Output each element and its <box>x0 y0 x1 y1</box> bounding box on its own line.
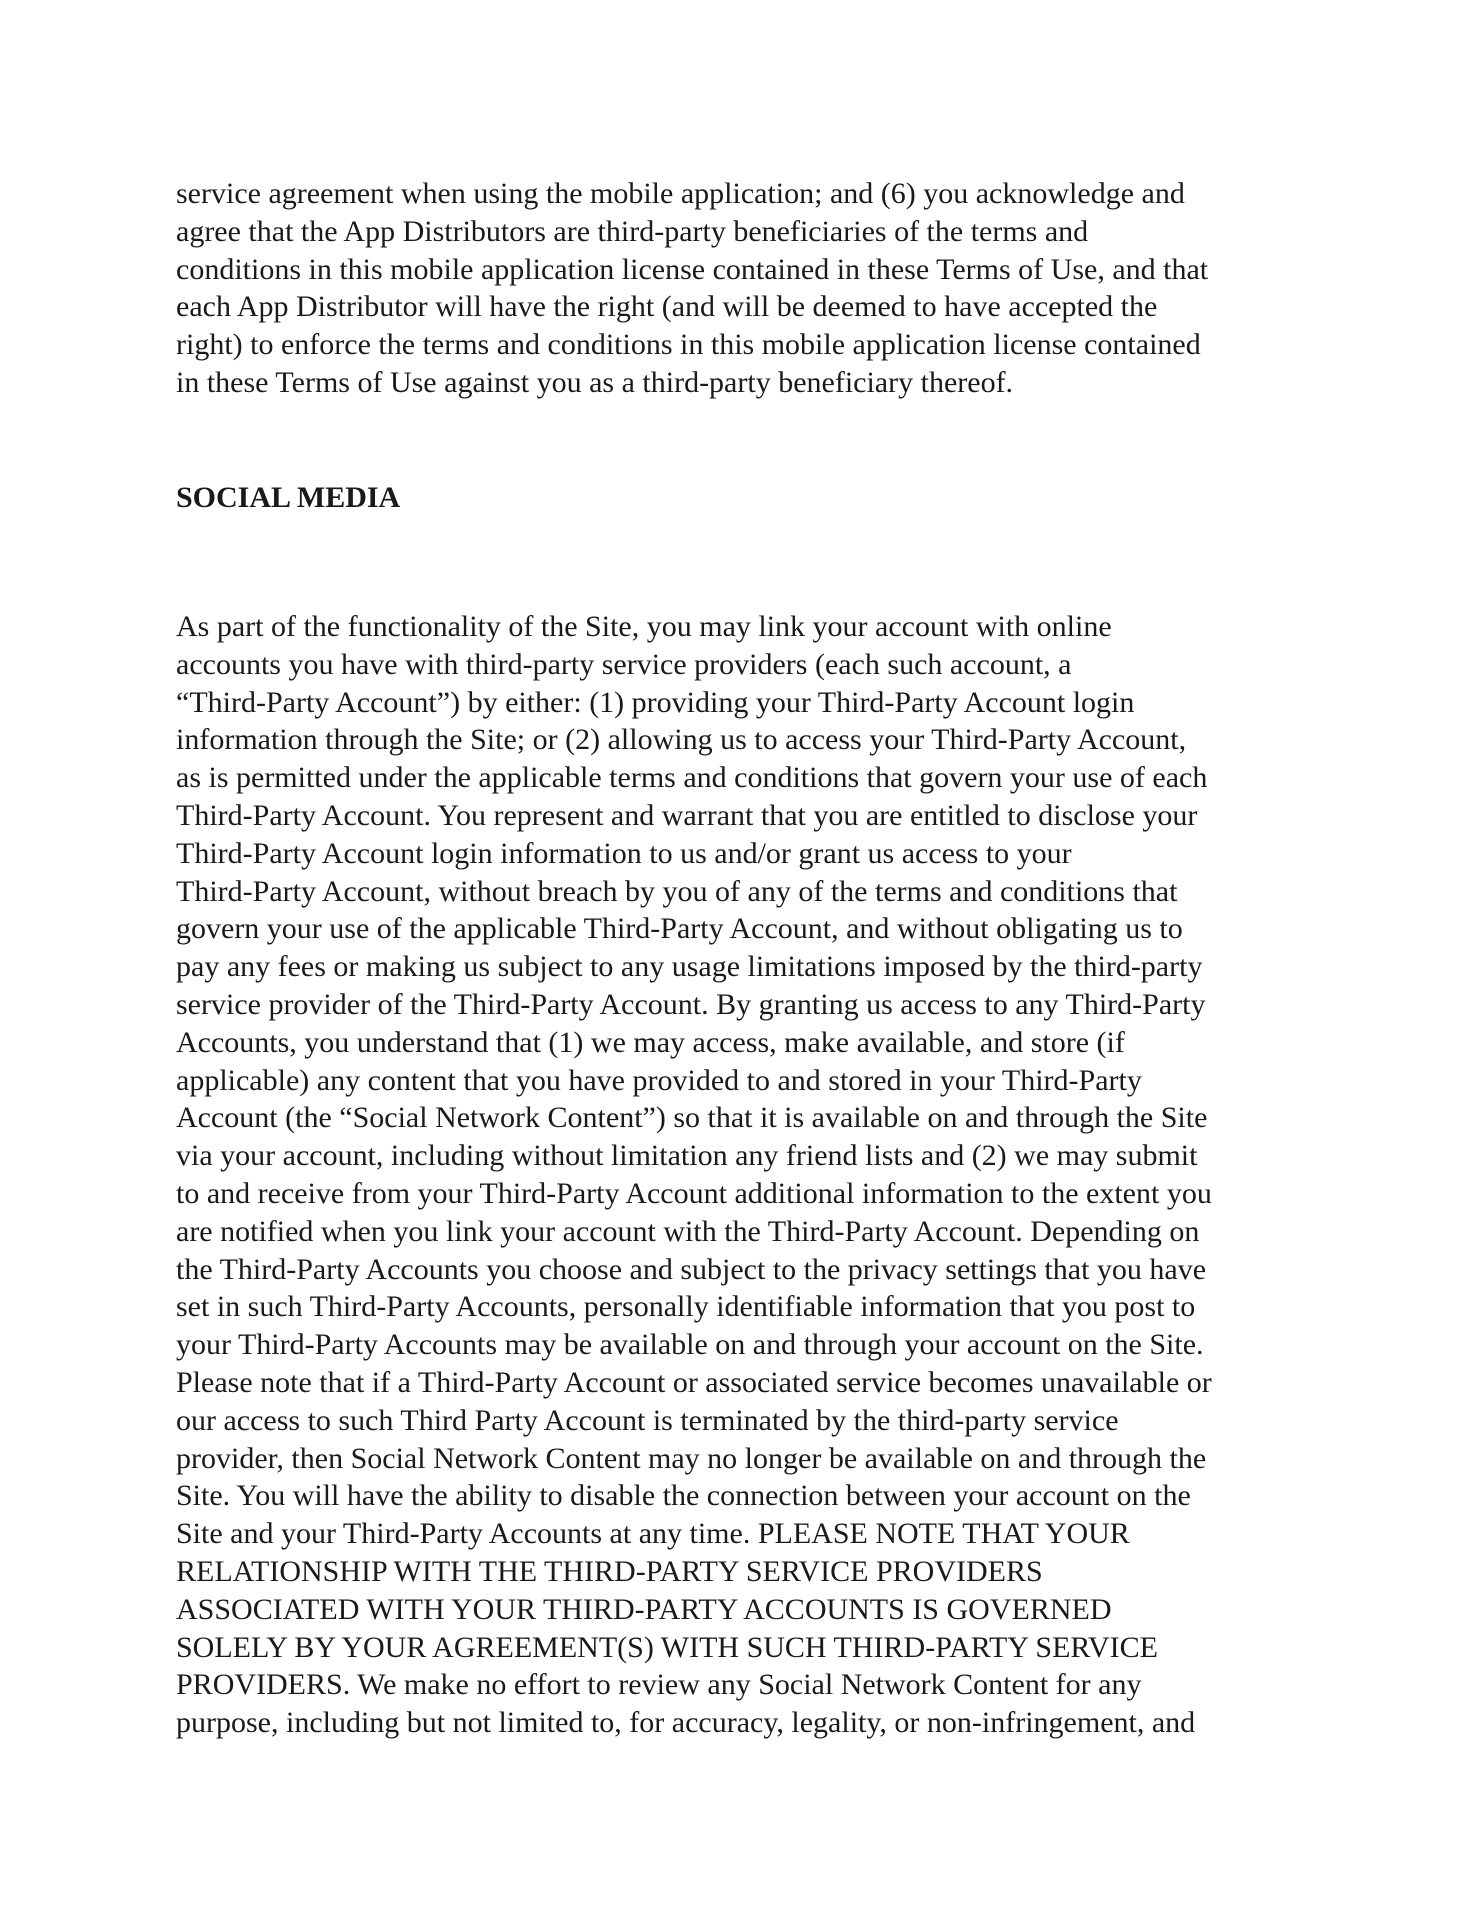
text-line: Site and your Third-Party Accounts at any time. PLEASE NOTE THAT YOUR <box>176 1517 1130 1551</box>
text-line: in these Terms of Use against you as a third-party beneficiary thereof. <box>176 365 1014 399</box>
paragraph-social-media <box>176 608 1326 1742</box>
text-line: service provider of the Third-Party Account. By granting us access to any Third-Party <box>176 987 1206 1021</box>
paragraph-mobile-license <box>176 175 1326 402</box>
text-line: purpose, including but not limited to, for accuracy, legality, or non-infringement, and <box>176 1706 1196 1740</box>
text-line: Account (the “Social Network Content”) so that it is available on and through the Site <box>176 1101 1208 1135</box>
text-line: RELATIONSHIP WITH THE THIRD-PARTY SERVICE PROVIDERS <box>176 1554 1043 1588</box>
text-line: PROVIDERS. We make no effort to review any Social Network Content for any <box>176 1668 1142 1702</box>
text-line: set in such Third-Party Accounts, personally identifiable information that you post to <box>176 1290 1196 1324</box>
text-line: Please note that if a Third-Party Account or associated service becomes unavailable or <box>176 1365 1212 1399</box>
text-line: Third-Party Account login information to us and/or grant us access to your <box>176 836 1072 870</box>
text-line: via your account, including without limitation any friend lists and (2) we may submit <box>176 1139 1198 1173</box>
section-heading-social-media: SOCIAL MEDIA <box>176 481 401 514</box>
text-line: to and receive from your Third-Party Account additional information to the extent you <box>176 1176 1212 1210</box>
text-line: conditions in this mobile application license contained in these Terms of Use, and that <box>176 252 1209 286</box>
text-line: Third-Party Account. You represent and warrant that you are entitled to disclose your <box>176 798 1198 832</box>
text-line: are notified when you link your account with the Third-Party Account. Depending on <box>176 1214 1200 1248</box>
text-line: each App Distributor will have the right (and will be deemed to have accepted the <box>176 290 1158 324</box>
text-line: govern your use of the applicable Third-Party Account, and without obligating us to <box>176 912 1183 946</box>
text-line: pay any fees or making us subject to any usage limitations imposed by the third-party <box>176 950 1203 984</box>
text-line: information through the Site; or (2) allowing us to access your Third-Party Account, <box>176 723 1187 757</box>
text-line: ASSOCIATED WITH YOUR THIRD-PARTY ACCOUNTS IS GOVERNED <box>176 1592 1112 1626</box>
text-line: your Third-Party Accounts may be available on and through your account on the Site. <box>176 1328 1204 1362</box>
text-line: Site. You will have the ability to disable the connection between your account on the <box>176 1479 1191 1513</box>
text-line: As part of the functionality of the Site, you may link your account with online <box>176 610 1112 643</box>
text-line: Third-Party Account, without breach by you of any of the terms and conditions that <box>176 874 1178 908</box>
text-line: provider, then Social Network Content may no longer be available on and through the <box>176 1441 1207 1475</box>
text-line: Accounts, you understand that (1) we may access, make available, and store (if <box>176 1025 1125 1059</box>
text-line: right) to enforce the terms and conditions in this mobile application license contained <box>176 328 1201 362</box>
text-line: SOLELY BY YOUR AGREEMENT(S) WITH SUCH THIRD-PARTY SERVICE <box>176 1630 1158 1664</box>
text-line: as is permitted under the applicable terms and conditions that govern your use of each <box>176 761 1208 795</box>
text-line: service agreement when using the mobile application; and (6) you acknowledge and <box>176 177 1185 210</box>
text-line: our access to such Third Party Account is terminated by the third-party service <box>176 1403 1119 1437</box>
text-line: “Third-Party Account”) by either: (1) providing your Third-Party Account login <box>176 685 1135 719</box>
text-line: accounts you have with third-party service providers (each such account, a <box>176 647 1072 681</box>
text-line: the Third-Party Accounts you choose and subject to the privacy settings that you have <box>176 1252 1207 1286</box>
text-line: agree that the App Distributors are third-party beneficiaries of the terms and <box>176 214 1089 248</box>
text-line: applicable) any content that you have provided to and stored in your Third-Party <box>176 1063 1142 1097</box>
